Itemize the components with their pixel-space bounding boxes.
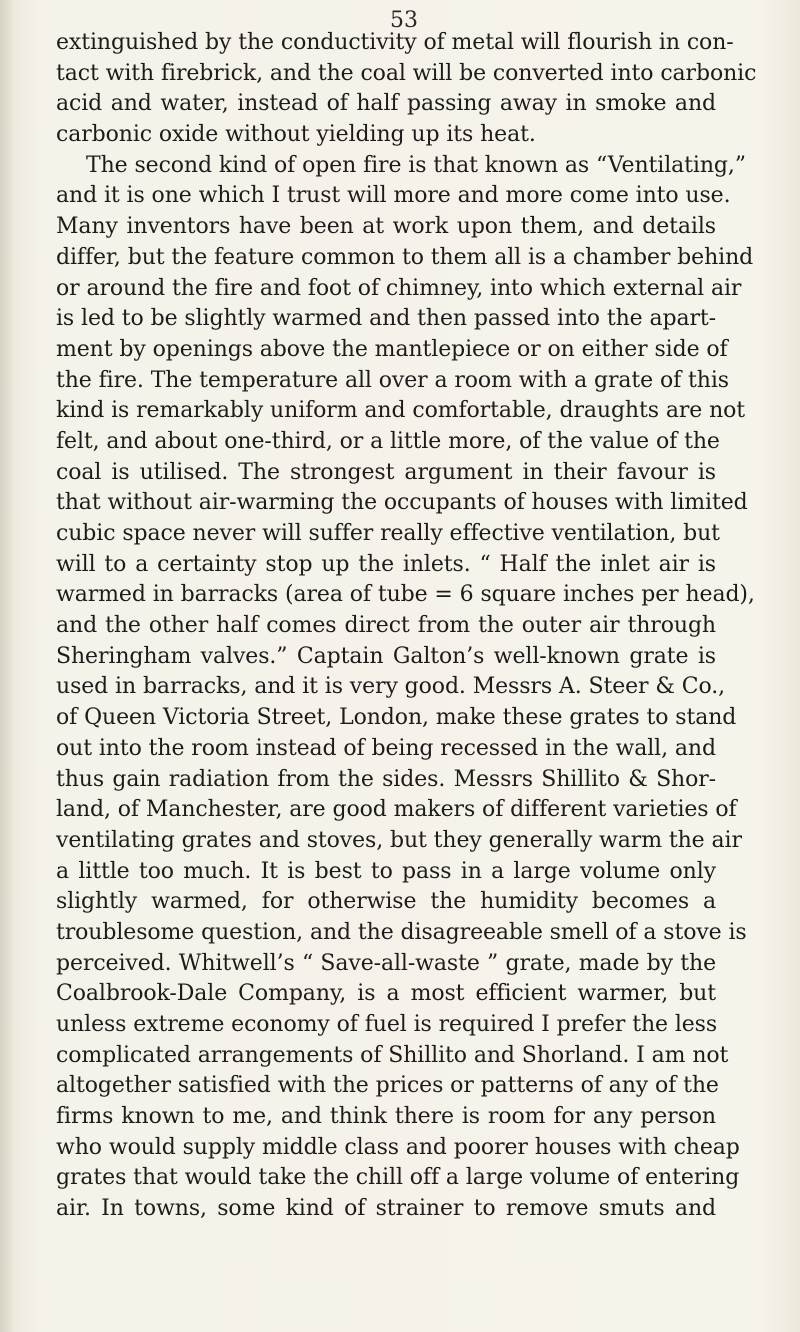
- text-line: complicated arrangements of Shillito and Shorland. I am not: [56, 1042, 729, 1068]
- text-line: unless extreme economy of fuel is required I prefer the less: [56, 1012, 718, 1037]
- text-line: of Queen Victoria Street, London, make these grates to stand: [56, 705, 737, 731]
- text-line: Many inventors have been at work upon them, and details: [56, 214, 716, 240]
- text-line: extinguished by the conductivity of metal will flourish in con-: [56, 30, 734, 55]
- text-line: cubic space never will suffer really effective ventilation, but: [56, 521, 720, 546]
- text-line: grates that would take the chill off a large volume of entering: [56, 1165, 740, 1191]
- text-line: that without air-warming the occupants of houses with limited: [56, 490, 748, 516]
- text-line: thus gain radiation from the sides. Messrs Shillito & Shor-: [56, 766, 716, 792]
- text-line: altogether satisfied with the prices or patterns of any of the: [56, 1073, 719, 1099]
- text-line: and the other half comes direct from the outer air through: [56, 613, 716, 639]
- text-line: ment by openings above the mantlepiece or on either side of: [56, 336, 728, 362]
- text-line: firms known to me, and think there is room for any person: [56, 1104, 716, 1130]
- text-line: warmed in barracks (area of tube = 6 square inches per head),: [56, 582, 755, 608]
- text-line: differ, but the feature common to them all is a chamber behind: [56, 244, 754, 270]
- body-text: [56, 28, 757, 1225]
- text-line: land, of Manchester, are good makers of different varieties of: [56, 797, 737, 823]
- text-line: perceived. Whitwell’s “ Save-all-waste ” grate, made by the: [56, 950, 716, 976]
- page-number: 53: [390, 8, 418, 33]
- text-line: coal is utilised. The strongest argument in their favour is: [56, 459, 716, 485]
- text-line: kind is remarkably uniform and comfortable, draughts are not: [56, 398, 746, 424]
- text-line: is led to be slightly warmed and then passed into the apart-: [56, 306, 716, 332]
- text-line: Sheringham valves.” Captain Galton’s well-known grate is: [56, 643, 716, 669]
- text-line: Coalbrook-Dale Company, is a most efficient warmer, but: [56, 981, 716, 1007]
- text-line: The second kind of open fire is that known as “Ventilating,”: [86, 152, 746, 178]
- text-line: or around the fire and foot of chimney, into which external air: [56, 275, 742, 301]
- text-line: used in barracks, and it is very good. Messrs A. Steer & Co.,: [56, 674, 726, 700]
- page-edge-shadow: [0, 0, 14, 1332]
- text-line: and it is one which I trust will more and more come into use.: [56, 183, 731, 209]
- text-line: ventilating grates and stoves, but they generally warm the air: [56, 827, 742, 853]
- text-line: troublesome question, and the disagreeable smell of a stove is: [56, 919, 747, 945]
- text-line: will to a certainty stop up the inlets. “ Half the inlet air is: [56, 551, 716, 577]
- text-line: out into the room instead of being recessed in the wall, and: [56, 735, 716, 761]
- text-line: felt, and about one-third, or a little more, of the value of the: [56, 428, 720, 454]
- text-line: who would supply middle class and poorer houses with cheap: [56, 1134, 740, 1160]
- text-line: carbonic oxide without yielding up its heat.: [56, 122, 536, 148]
- text-line: a little too much. It is best to pass in a large volume only: [56, 858, 716, 884]
- text-line: slightly warmed, for otherwise the humidity becomes a: [56, 889, 716, 915]
- text-line: the fire. The temperature all over a room with a grate of this: [56, 367, 729, 393]
- text-line: acid and water, instead of half passing away in smoke and: [56, 91, 716, 117]
- text-line: air. In towns, some kind of strainer to remove smuts and: [56, 1196, 716, 1222]
- text-line: tact with firebrick, and the coal will be converted into carbonic: [56, 60, 757, 86]
